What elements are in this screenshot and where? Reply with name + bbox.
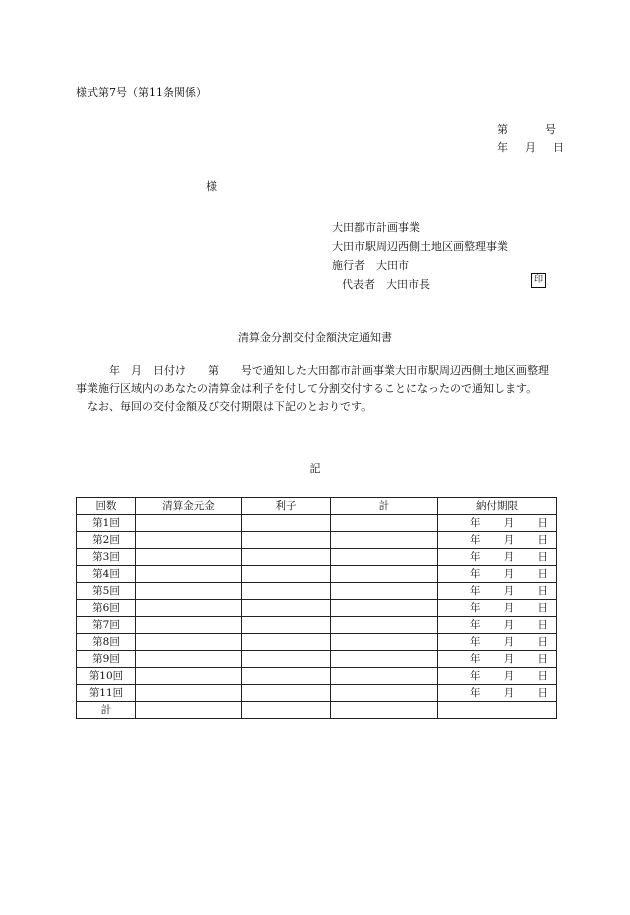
table-header-row <box>77 498 557 515</box>
notice-date-month: 月 <box>525 141 536 154</box>
notice-number-suffix: 号 <box>545 123 556 136</box>
row-total-cell[interactable] <box>331 532 438 549</box>
row-count: 第10回 <box>77 668 136 685</box>
deadline-month: 月 <box>503 635 515 648</box>
deadline-day: 日 <box>537 652 548 665</box>
table-row <box>77 600 557 617</box>
deadline-year: 年 <box>470 669 481 682</box>
deadline-year: 年 <box>470 652 481 665</box>
deadline-month: 月 <box>503 601 515 614</box>
row-count: 第11回 <box>77 685 136 702</box>
table-row <box>77 532 557 549</box>
deadline-month: 月 <box>503 533 515 546</box>
row-interest-cell[interactable] <box>242 549 331 566</box>
row-count: 第4回 <box>77 566 136 583</box>
row-total-cell[interactable] <box>331 617 438 634</box>
total-cell[interactable] <box>331 702 438 719</box>
deadline-day: 日 <box>537 567 548 580</box>
row-deadline-cell[interactable] <box>438 515 557 532</box>
deadline-year: 年 <box>470 584 481 597</box>
table-body <box>77 515 557 719</box>
notice-date <box>497 141 564 155</box>
deadline-date <box>438 516 556 531</box>
header-interest: 利子 <box>242 498 331 515</box>
issuer-block <box>332 218 508 294</box>
row-total-cell[interactable] <box>331 668 438 685</box>
table-row <box>77 651 557 668</box>
row-total-cell[interactable] <box>331 651 438 668</box>
row-interest-cell[interactable] <box>242 668 331 685</box>
row-interest-cell[interactable] <box>242 600 331 617</box>
deadline-month: 月 <box>503 550 515 563</box>
row-count: 第1回 <box>77 515 136 532</box>
row-total-cell[interactable] <box>331 566 438 583</box>
row-total-cell[interactable] <box>331 515 438 532</box>
row-deadline-cell[interactable] <box>438 600 557 617</box>
row-principal-cell[interactable] <box>136 583 242 600</box>
deadline-year: 年 <box>470 601 481 614</box>
deadline-day: 日 <box>537 516 548 529</box>
row-principal-cell[interactable] <box>136 600 242 617</box>
deadline-day: 日 <box>537 550 548 563</box>
row-total-cell[interactable] <box>331 549 438 566</box>
table-row <box>77 515 557 532</box>
total-label: 計 <box>77 702 136 719</box>
row-principal-cell[interactable] <box>136 668 242 685</box>
row-interest-cell[interactable] <box>242 685 331 702</box>
row-deadline-cell[interactable] <box>438 583 557 600</box>
body-paragraph-1: 年 月 日付け 第 号で通知した大田都市計画事業大田市駅周辺西側土地区画整理事業施行区域内のあなたの清算金は利子を付して分割交付することになったので通知します。 <box>76 364 549 395</box>
header-count: 回数 <box>77 498 136 515</box>
deadline-date <box>438 618 556 633</box>
table-row <box>77 634 557 651</box>
row-deadline-cell[interactable] <box>438 532 557 549</box>
form-number: 様式第7号（第11条関係） <box>76 86 207 99</box>
row-deadline-cell[interactable] <box>438 566 557 583</box>
table-row <box>77 583 557 600</box>
deadline-year: 年 <box>470 618 481 631</box>
notice-date-day: 日 <box>553 141 564 154</box>
ki-heading: 記 <box>309 462 321 475</box>
deadline-date <box>438 635 556 650</box>
issuer-representative: 代表者 大田市長 <box>342 278 430 291</box>
row-interest-cell[interactable] <box>242 583 331 600</box>
table-row <box>77 668 557 685</box>
deadline-date <box>438 669 556 684</box>
row-principal-cell[interactable] <box>136 532 242 549</box>
row-total-cell[interactable] <box>331 600 438 617</box>
row-count: 第2回 <box>77 532 136 549</box>
issuer-project: 大田都市計画事業 <box>332 221 420 234</box>
row-deadline-cell[interactable] <box>438 668 557 685</box>
row-total-cell[interactable] <box>331 634 438 651</box>
deadline-date <box>438 686 556 701</box>
deadline-day: 日 <box>537 601 548 614</box>
table-total-row <box>77 702 557 719</box>
total-cell[interactable] <box>438 702 557 719</box>
deadline-day: 日 <box>537 533 548 546</box>
issuer-executor: 施行者 大田市 <box>332 259 409 272</box>
row-total-cell[interactable] <box>331 685 438 702</box>
row-deadline-cell[interactable] <box>438 634 557 651</box>
table-row <box>77 549 557 566</box>
deadline-date <box>438 567 556 582</box>
deadline-day: 日 <box>537 635 548 648</box>
issuer-project-name: 大田市駅周辺西側土地区画整理事業 <box>332 240 508 253</box>
deadline-date <box>438 533 556 548</box>
header-total: 計 <box>331 498 438 515</box>
row-principal-cell[interactable] <box>136 651 242 668</box>
row-count: 第9回 <box>77 651 136 668</box>
total-cell[interactable] <box>136 702 242 719</box>
body-text <box>76 362 556 416</box>
row-interest-cell[interactable] <box>242 634 331 651</box>
deadline-day: 日 <box>537 669 548 682</box>
deadline-year: 年 <box>470 516 481 529</box>
row-principal-cell[interactable] <box>136 566 242 583</box>
table-row <box>77 685 557 702</box>
deadline-date <box>438 601 556 616</box>
row-total-cell[interactable] <box>331 583 438 600</box>
row-count: 第6回 <box>77 600 136 617</box>
header-principal: 清算金元金 <box>136 498 242 515</box>
body-paragraph-2: なお、毎回の交付金額及び交付期限は下記のとおりです。 <box>76 400 373 413</box>
deadline-year: 年 <box>470 550 481 563</box>
installment-table <box>76 497 557 719</box>
deadline-month: 月 <box>503 686 515 699</box>
deadline-month: 月 <box>503 567 515 580</box>
row-count: 第8回 <box>77 634 136 651</box>
deadline-month: 月 <box>503 618 515 631</box>
deadline-date <box>438 550 556 565</box>
deadline-date <box>438 584 556 599</box>
row-principal-cell[interactable] <box>136 634 242 651</box>
deadline-month: 月 <box>503 584 515 597</box>
deadline-month: 月 <box>503 652 515 665</box>
deadline-year: 年 <box>470 533 481 546</box>
row-principal-cell[interactable] <box>136 515 242 532</box>
row-count: 第7回 <box>77 617 136 634</box>
seal-mark: 印 <box>531 273 546 288</box>
row-deadline-cell[interactable] <box>438 651 557 668</box>
row-interest-cell[interactable] <box>242 532 331 549</box>
deadline-year: 年 <box>470 686 481 699</box>
row-count: 第3回 <box>77 549 136 566</box>
row-principal-cell[interactable] <box>136 685 242 702</box>
row-interest-cell[interactable] <box>242 651 331 668</box>
table-row <box>77 566 557 583</box>
row-interest-cell[interactable] <box>242 515 331 532</box>
row-interest-cell[interactable] <box>242 617 331 634</box>
deadline-day: 日 <box>537 686 548 699</box>
row-interest-cell[interactable] <box>242 566 331 583</box>
addressee-suffix: 様 <box>206 180 217 193</box>
deadline-day: 日 <box>537 584 548 597</box>
document-title: 清算金分割交付金額決定通知書 <box>238 331 392 344</box>
deadline-day: 日 <box>537 618 548 631</box>
total-cell[interactable] <box>242 702 331 719</box>
row-principal-cell[interactable] <box>136 617 242 634</box>
header-deadline: 納付期限 <box>438 498 557 515</box>
deadline-year: 年 <box>470 567 481 580</box>
notice-number-prefix: 第 <box>497 123 508 136</box>
notice-date-year: 年 <box>497 141 508 154</box>
deadline-year: 年 <box>470 635 481 648</box>
deadline-month: 月 <box>503 669 515 682</box>
table-row <box>77 617 557 634</box>
deadline-month: 月 <box>503 516 515 529</box>
row-count: 第5回 <box>77 583 136 600</box>
row-deadline-cell[interactable] <box>438 617 557 634</box>
deadline-date <box>438 652 556 667</box>
row-deadline-cell[interactable] <box>438 549 557 566</box>
row-deadline-cell[interactable] <box>438 685 557 702</box>
row-principal-cell[interactable] <box>136 549 242 566</box>
